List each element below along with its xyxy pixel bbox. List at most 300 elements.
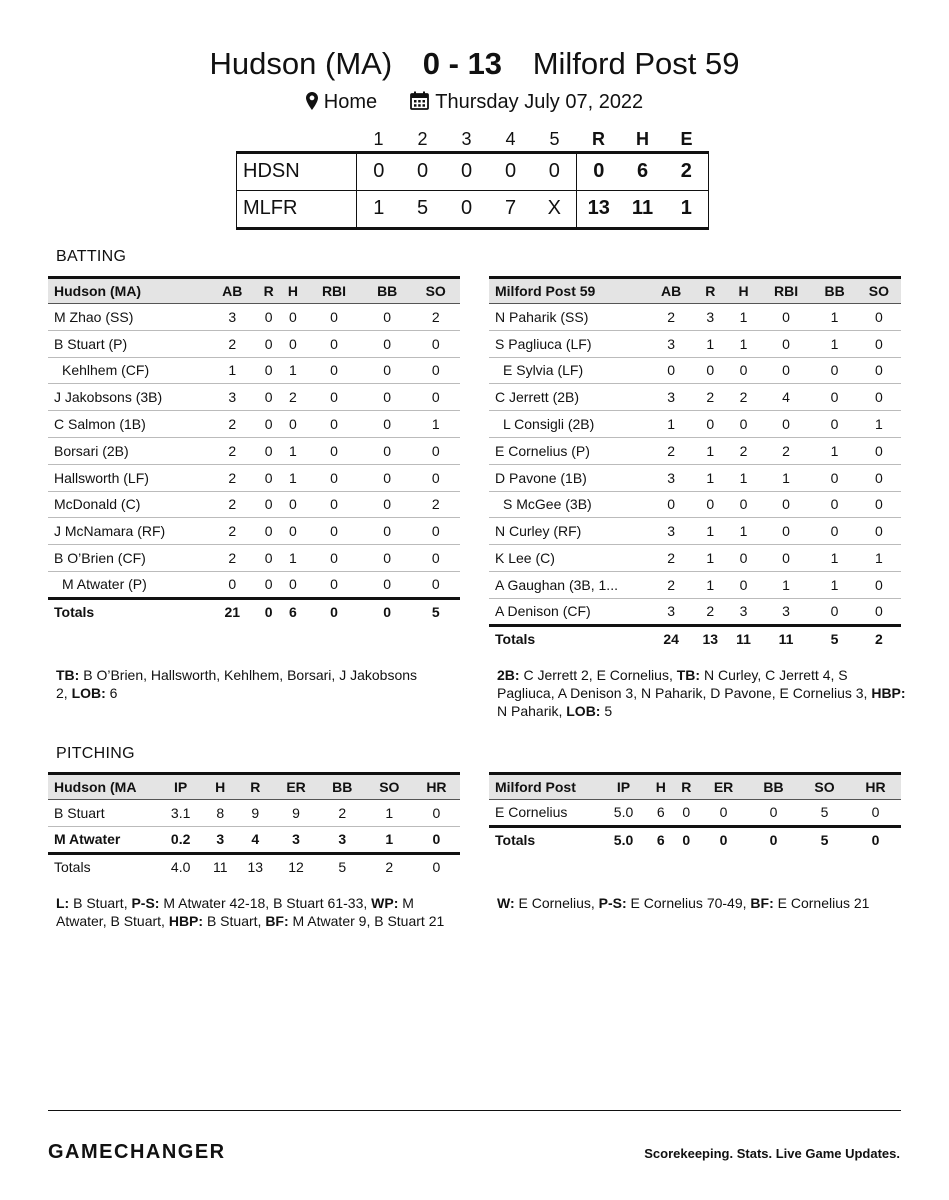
stat-cell: 0 [812,598,856,625]
stat-cell: 0 [812,357,856,384]
inning-score: 0 [445,190,489,228]
note-text: M Atwater 9, B Stuart 21 [288,913,445,929]
totals-cell: 11 [736,631,751,648]
stat-cell: 0 [257,437,281,464]
note-text: B Stuart, [69,895,132,911]
totals-cell: 0 [769,832,778,849]
stat-cell: 0 [208,571,257,598]
stat-cell: 2 [208,518,257,545]
player-name: D Pavone (1B) [489,464,649,491]
stat-cell: 1 [366,826,413,853]
stat-cell: 0 [305,518,363,545]
player-name: B Stuart (P) [48,330,208,357]
totals-cell: 5.0 [613,832,634,849]
team-abbrev: MLFR [237,190,357,228]
column-header: SO [366,774,413,800]
inning-score: 5 [401,190,445,228]
stat-cell: 1 [760,464,813,491]
table-row [489,800,901,827]
game-title [0,46,949,82]
team-column-header: Milford Post 59 [489,278,649,304]
stat-cell: 0 [305,491,363,518]
runs-header: R [592,128,605,149]
note-text: B O’Brien, Hallsworth, Kehlhem, Borsari, J Jakobsons 2, [56,667,418,701]
game-date: Thursday July 07, 2022 [435,91,644,113]
stat-cell: 1 [693,464,727,491]
stat-cell: 3 [649,464,693,491]
inning-score: 1 [357,190,401,228]
player-name: N Curley (RF) [489,518,649,545]
note-text: M Atwater 42-18, B Stuart 61-33, [159,895,372,911]
batting-table-away [48,276,460,625]
stat-cell: 2 [319,800,366,827]
pitching-table-away [48,772,460,880]
team-abbrev: HDSN [237,152,357,190]
note-text: 5 [600,703,613,719]
stat-cell: 0 [411,545,460,572]
runs-total: 0 [577,152,621,190]
calendar-icon [410,91,429,116]
note-label: BF: [750,895,774,911]
player-name: Borsari (2B) [48,437,208,464]
note-text: 6 [105,685,118,701]
table-row [489,491,901,518]
totals-cell: 21 [224,604,241,621]
stat-cell: 0 [363,491,412,518]
stat-cell: 0 [760,357,813,384]
column-header: IP [158,774,203,800]
pitching-section-title: PITCHING [56,745,135,762]
note-label: BF: [265,913,289,929]
note-text: E Cornelius, [514,895,599,911]
totals-cell: 0 [383,604,392,621]
stat-cell: 2 [281,384,305,411]
note-label: LOB: [566,703,601,719]
inning-score: 0 [533,152,577,190]
note-label: WP: [371,895,399,911]
note-label: 2B: [497,667,520,683]
totals-label: Totals [54,604,95,621]
stat-cell: 4 [237,826,273,853]
stat-cell: 1 [727,518,759,545]
stat-cell: 0 [305,330,363,357]
note-label: L: [56,895,70,911]
stat-cell: 0 [411,330,460,357]
stat-cell: 1 [693,437,727,464]
stat-cell: 0 [281,330,305,357]
totals-cell: 0 [871,832,880,849]
stat-cell: 0 [857,464,901,491]
stat-cell: 0 [649,491,693,518]
totals-cell: 5 [338,859,347,876]
stat-cell: 9 [273,800,318,827]
note-label: LOB: [71,685,106,701]
stat-cell: 0 [363,411,412,438]
stat-cell: 0 [257,357,281,384]
player-name: Kehlhem (CF) [48,357,208,384]
column-header: SO [799,774,850,800]
totals-row [489,625,901,652]
inning-header: 2 [417,128,428,149]
stat-cell: 1 [693,518,727,545]
stat-cell: 0 [411,518,460,545]
hits-header: H [636,128,649,149]
table-row [48,437,460,464]
stat-cell: 0 [727,357,759,384]
player-name: C Jerrett (2B) [489,384,649,411]
stat-cell: 0 [857,598,901,625]
table-row [489,304,901,331]
totals-label: Totals [54,859,91,876]
inning-score: 7 [489,190,533,228]
note-text: N Paharik, [497,703,567,719]
note-text: B Stuart, [203,913,266,929]
stat-cell: 0 [305,304,363,331]
stat-cell: 2 [693,598,727,625]
errors-total: 2 [665,152,709,190]
stat-cell: 0 [812,491,856,518]
column-header: SO [411,278,460,304]
stat-cell: 0 [363,437,412,464]
stat-cell: 0 [857,518,901,545]
stat-cell: 1 [411,411,460,438]
note-label: P-S: [598,895,627,911]
stat-cell: 0 [857,330,901,357]
player-name: J Jakobsons (3B) [48,384,208,411]
totals-cell: 0 [682,832,691,849]
totals-cell: 5 [830,631,839,648]
inning-header: 5 [549,128,560,149]
column-header: H [281,278,305,304]
stat-cell: 3 [273,826,318,853]
stat-cell: 3 [649,384,693,411]
stat-cell: 0 [760,518,813,545]
stat-cell: 0 [413,826,460,853]
stat-cell: 1 [727,464,759,491]
stat-cell: 2 [760,437,813,464]
totals-cell: 5 [820,832,829,849]
stat-cell: 0 [411,437,460,464]
stat-cell: 0 [363,330,412,357]
table-row [489,464,901,491]
stat-cell: 0 [674,800,700,827]
errors-total: 1 [665,190,709,228]
totals-cell: 13 [702,631,719,648]
table-row [489,384,901,411]
stat-cell: 1 [693,545,727,572]
stat-cell: 8 [203,800,237,827]
stat-cell: 0.2 [158,826,203,853]
stat-cell: 0 [857,384,901,411]
table-header-row [489,278,901,304]
stat-cell: 1 [281,545,305,572]
stat-cell: 0 [257,411,281,438]
errors-header: E [680,128,693,149]
table-header-row [489,774,901,800]
player-name: Hallsworth (LF) [48,464,208,491]
note-label: W: [497,895,515,911]
totals-cell: 5 [431,604,440,621]
column-header: R [237,774,273,800]
stat-cell: 0 [305,464,363,491]
column-header: BB [748,774,799,800]
totals-row [48,598,460,625]
stat-cell: 1 [693,330,727,357]
stat-cell: 0 [363,384,412,411]
note-text: E Cornelius 70-49, [626,895,751,911]
stat-cell: 3 [649,598,693,625]
stat-cell: 1 [727,330,759,357]
table-header-row [48,774,460,800]
stat-cell: 5 [799,800,850,827]
inning-header: 3 [461,128,472,149]
note-label: P-S: [131,895,160,911]
totals-cell: 0 [432,859,441,876]
stat-cell: 0 [760,330,813,357]
table-row [48,304,460,331]
note-text: M Atwater, B Stuart, [56,895,414,929]
stat-cell: 5.0 [599,800,648,827]
pitching-notes-away [56,894,446,930]
stat-cell: 1 [281,464,305,491]
inning-header: 4 [505,128,516,149]
note-label: HBP: [871,685,906,701]
table-row [489,571,901,598]
stat-cell: 0 [411,571,460,598]
stat-cell: 0 [305,357,363,384]
totals-cell: 24 [663,631,679,648]
stat-cell: 0 [850,800,901,827]
column-header: BB [319,774,366,800]
stat-cell: 0 [812,518,856,545]
table-row [489,357,901,384]
linescore-row-home [237,190,709,228]
note-text: E Cornelius 21 [773,895,870,911]
table-row [48,491,460,518]
table-row [48,464,460,491]
player-name: B Stuart [48,800,158,827]
final-score: 0 - 13 [422,46,503,81]
player-name: B O’Brien (CF) [48,545,208,572]
player-name: E Cornelius (P) [489,437,649,464]
player-name: N Paharik (SS) [489,304,649,331]
column-header: SO [857,278,901,304]
stat-cell: 1 [727,304,759,331]
column-header: BB [363,278,412,304]
table-row [48,571,460,598]
stat-cell: 3 [649,518,693,545]
stat-cell: 0 [649,357,693,384]
stat-cell: 4 [760,384,813,411]
stat-cell: 3 [203,826,237,853]
table-row [48,411,460,438]
stat-cell: 0 [812,384,856,411]
stat-cell: 0 [257,571,281,598]
table-row [489,545,901,572]
totals-cell: 2 [874,631,883,648]
stat-cell: 0 [693,357,727,384]
column-header: HR [850,774,901,800]
table-row [489,411,901,438]
player-name: M Zhao (SS) [48,304,208,331]
stat-cell: 1 [649,411,693,438]
table-row [48,384,460,411]
player-name: S Pagliuca (LF) [489,330,649,357]
footer-divider [48,1110,901,1111]
stat-cell: 3 [319,826,366,853]
stat-cell: 1 [857,545,901,572]
stat-cell: 3 [208,384,257,411]
column-header: R [693,278,727,304]
totals-cell: 0 [330,604,338,621]
stat-cell: 0 [257,464,281,491]
stat-cell: 0 [760,491,813,518]
player-name: A Denison (CF) [489,598,649,625]
table-row [48,826,460,853]
player-name: C Salmon (1B) [48,411,208,438]
stat-cell: 0 [281,304,305,331]
game-location: Home [323,91,378,113]
note-label: HBP: [168,913,204,929]
stat-cell: 0 [812,464,856,491]
player-name: S McGee (3B) [489,491,649,518]
stat-cell: 1 [760,571,813,598]
stat-cell: 2 [208,464,257,491]
inning-score: 0 [401,152,445,190]
stat-cell: 0 [857,357,901,384]
table-row [48,357,460,384]
stat-cell: 0 [257,518,281,545]
stat-cell: 2 [208,411,257,438]
stat-cell: 2 [649,304,693,331]
batting-notes-home [497,666,907,720]
linescore-table [236,128,709,230]
pitching-table-home [489,772,901,853]
stat-cell: 0 [305,545,363,572]
footer-tagline: Scorekeeping. Stats. Live Game Updates. [644,1146,900,1161]
gamechanger-logo: GAMECHANGER [48,1141,226,1163]
table-row [48,545,460,572]
player-name: E Sylvia (LF) [489,357,649,384]
stat-cell: 0 [281,571,305,598]
note-text: N Curley, C Jerrett 4, S Pagliuca, A Denison 3, N Paharik, D Pavone, E Cornelius 3, [497,667,872,701]
totals-row [489,826,901,853]
stat-cell: 0 [257,330,281,357]
stat-cell: 2 [727,384,759,411]
stat-cell: 0 [363,518,412,545]
stat-cell: 6 [648,800,674,827]
stat-cell: 1 [812,545,856,572]
stat-cell: 0 [363,464,412,491]
column-header: H [648,774,674,800]
batting-section-title: BATTING [56,248,127,265]
stat-cell: 1 [857,411,901,438]
stat-cell: 0 [257,491,281,518]
totals-row [48,853,460,880]
column-header: H [727,278,759,304]
stat-cell: 0 [857,304,901,331]
stat-cell: 0 [693,491,727,518]
table-row [48,800,460,827]
totals-cell: 6 [656,832,665,849]
game-info [0,91,949,116]
table-row [489,437,901,464]
stat-cell: 0 [257,545,281,572]
totals-cell: 0 [719,832,728,849]
stat-cell: 2 [208,491,257,518]
stat-cell: 0 [760,304,813,331]
player-name: J McNamara (RF) [48,518,208,545]
table-row [489,598,901,625]
stat-cell: 2 [208,545,257,572]
totals-label: Totals [495,832,536,849]
stat-cell: 0 [363,304,412,331]
stat-cell: 0 [857,571,901,598]
column-header: H [203,774,237,800]
column-header: R [674,774,700,800]
batting-notes-away [56,666,426,702]
stat-cell: 0 [727,571,759,598]
column-header: R [257,278,281,304]
stat-cell: 0 [693,411,727,438]
stat-cell: 0 [411,384,460,411]
stat-cell: 3 [727,598,759,625]
column-header: ER [699,774,748,800]
stat-cell: 3 [760,598,813,625]
stat-cell: 0 [305,437,363,464]
note-text: C Jerrett 2, E Cornelius, [519,667,677,683]
stat-cell: 3 [649,330,693,357]
stat-cell: 1 [812,437,856,464]
player-name: K Lee (C) [489,545,649,572]
totals-cell: 6 [289,604,297,621]
stat-cell: 2 [693,384,727,411]
stat-cell: 0 [760,411,813,438]
stat-cell: 2 [727,437,759,464]
column-header: ER [273,774,318,800]
column-header: AB [649,278,693,304]
stat-cell: 0 [699,800,748,827]
column-header: BB [812,278,856,304]
totals-cell: 13 [247,859,264,876]
totals-label: Totals [495,631,536,648]
totals-cell: 12 [288,859,304,876]
stat-cell: 3 [693,304,727,331]
table-row [489,518,901,545]
stat-cell: 0 [413,800,460,827]
team-column-header: Hudson (MA [48,774,158,800]
stat-cell: 2 [649,571,693,598]
stat-cell: 0 [857,437,901,464]
stat-cell: 0 [857,491,901,518]
inning-score: 0 [357,152,401,190]
inning-score: 0 [489,152,533,190]
table-row [48,330,460,357]
stat-cell: 0 [281,518,305,545]
stat-cell: 2 [649,545,693,572]
column-header: RBI [305,278,363,304]
pitching-notes-home [497,894,877,912]
totals-cell: 11 [212,859,228,876]
column-header: IP [599,774,648,800]
stat-cell: 1 [208,357,257,384]
stat-cell: 3.1 [158,800,203,827]
stat-cell: 2 [208,330,257,357]
stat-cell: 0 [411,357,460,384]
note-label: TB: [56,667,80,683]
runs-total: 13 [577,190,621,228]
stat-cell: 0 [257,384,281,411]
